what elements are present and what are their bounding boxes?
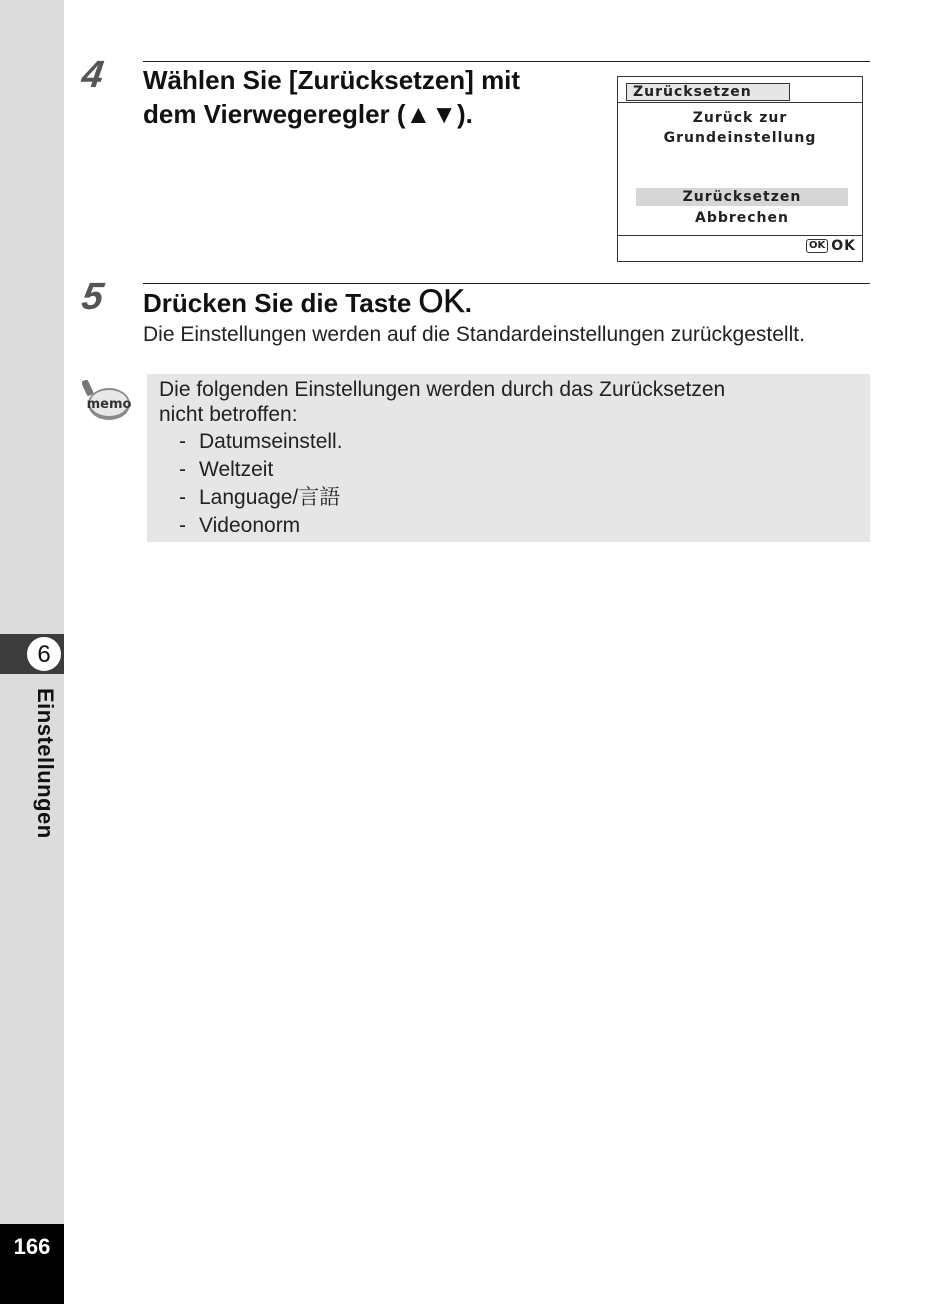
screen-option-cancel[interactable]: Abbrechen [694, 210, 789, 226]
memo-icon-label: memo [86, 397, 132, 412]
list-item: - Language/言語 [179, 486, 341, 509]
memo-intro-line1: Die folgenden Einstellungen werden durch das Zurücksetzen [159, 378, 726, 401]
step5-description: Die Einstellungen werden auf die Standardeinstellungen zurückgestellt. [143, 323, 805, 346]
camera-screen [617, 76, 863, 262]
step4-title-line1: Wählen Sie [Zurücksetzen] mit [143, 65, 521, 95]
ok-key-symbol: OK [418, 283, 465, 319]
step5-title-prefix: Drücken Sie die Taste [143, 288, 419, 318]
step5-title [143, 284, 472, 320]
step4-rule [143, 61, 870, 62]
ok-button-icon: OK [806, 239, 828, 253]
list-item: - Datumseinstell. [179, 430, 343, 453]
step4-title-line2: dem Vierwegeregler (▲▼). [143, 99, 473, 129]
chapter-number: 6 [27, 637, 61, 671]
screen-divider-top [618, 102, 862, 103]
list-item: - Weltzeit [179, 458, 274, 481]
memo-list [179, 428, 343, 540]
list-item-text: Videonorm [199, 514, 301, 537]
screen-option-reset[interactable]: Zurücksetzen [636, 188, 848, 206]
list-item-text: Language/言語 [199, 486, 341, 509]
screen-message-line2: Grundeinstellung [663, 130, 817, 146]
ok-label: OK [831, 238, 856, 254]
chapter-title: Einstellungen [33, 688, 58, 839]
list-item-text: Datumseinstell. [199, 430, 343, 453]
screen-divider-bottom [618, 235, 862, 236]
screen-ok-hint [806, 237, 856, 255]
screen-message-line1: Zurück zur [692, 110, 788, 126]
memo-intro-line2: nicht betroffen: [159, 403, 298, 426]
memo-intro [159, 377, 859, 427]
step5-number: 5 [79, 276, 107, 318]
list-item-text: Weltzeit [199, 458, 274, 481]
memo-box [147, 374, 870, 542]
step5-title-suffix: . [464, 288, 472, 318]
memo-icon [82, 380, 132, 424]
step4-number: 4 [79, 54, 107, 96]
step4-title [143, 63, 520, 131]
page-number: 166 [13, 1234, 51, 1259]
list-item: - Videonorm [179, 514, 301, 537]
screen-tab-label: Zurücksetzen [626, 83, 790, 101]
